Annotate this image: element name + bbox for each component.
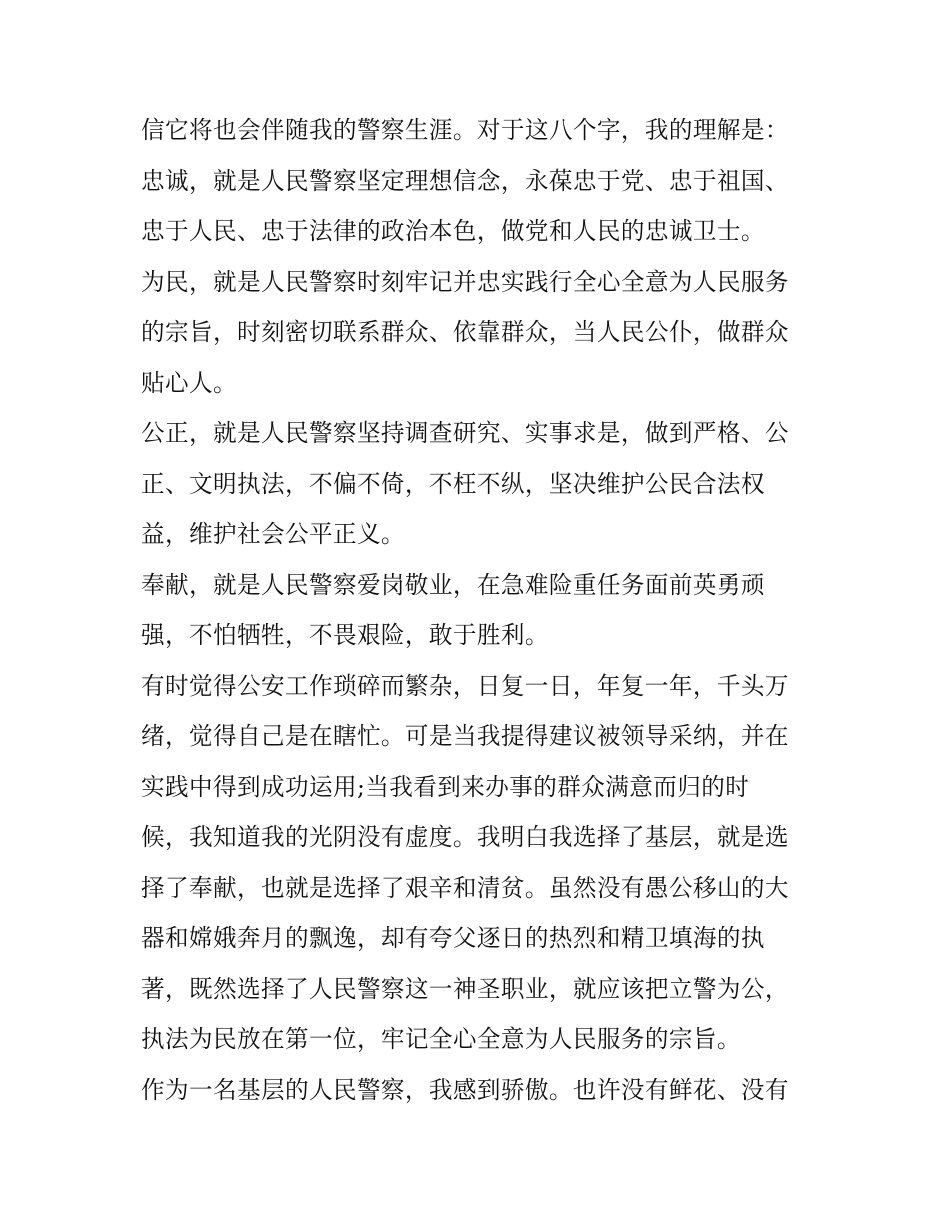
text-line: 实践中得到成功运用;当我看到来办事的群众满意而归的时	[141, 773, 750, 801]
text-line: 有时觉得公安工作琐碎而繁杂，日复一日，年复一年，千头万	[141, 672, 789, 700]
text-line: 著，既然选择了人民警察这一神圣职业，就应该把立警为公，	[141, 975, 789, 1003]
text-line: 忠于人民、忠于法律的政治本色，做党和人民的忠诚卫士。	[141, 217, 765, 245]
text-line: 为民，就是人民警察时刻牢记并忠实践行全心全意为人民服务	[141, 268, 789, 296]
text-line: 器和嫦娥奔月的飘逸，却有夸父逐日的热烈和精卫填海的执	[141, 924, 765, 952]
text-line: 奉献，就是人民警察爱岗敬业，在急难险重任务面前英勇顽	[141, 571, 765, 599]
text-line: 的宗旨，时刻密切联系群众、依靠群众，当人民公仆，做群众	[141, 318, 789, 346]
text-line: 候，我知道我的光阴没有虚度。我明白我选择了基层，就是选	[141, 823, 789, 851]
text-line: 正、文明执法，不偏不倚，不枉不纵，坚决维护公民合法权	[141, 470, 765, 498]
text-line: 择了奉献，也就是选择了艰辛和清贫。虽然没有愚公移山的大	[141, 874, 789, 902]
text-line: 强，不怕牺牲，不畏艰险，敢于胜利。	[141, 621, 549, 649]
text-line: 作为一名基层的人民警察，我感到骄傲。也许没有鲜花、没有	[141, 1076, 789, 1104]
text-line: 贴心人。	[141, 369, 237, 397]
text-line: 公正，就是人民警察坚持调查研究、实事求是，做到严格、公	[141, 419, 789, 447]
text-line: 忠诚，就是人民警察坚定理想信念，永葆忠于党、忠于祖国、	[141, 167, 789, 195]
text-line: 绪，觉得自己是在瞎忙。可是当我提得建议被领导采纳，并在	[141, 722, 789, 750]
text-line: 益，维护社会公平正义。	[141, 520, 405, 548]
text-line: 信它将也会伴随我的警察生涯。对于这八个字，我的理解是：	[141, 116, 789, 144]
text-line: 执法为民放在第一位，牢记全心全意为人民服务的宗旨。	[141, 1025, 741, 1053]
